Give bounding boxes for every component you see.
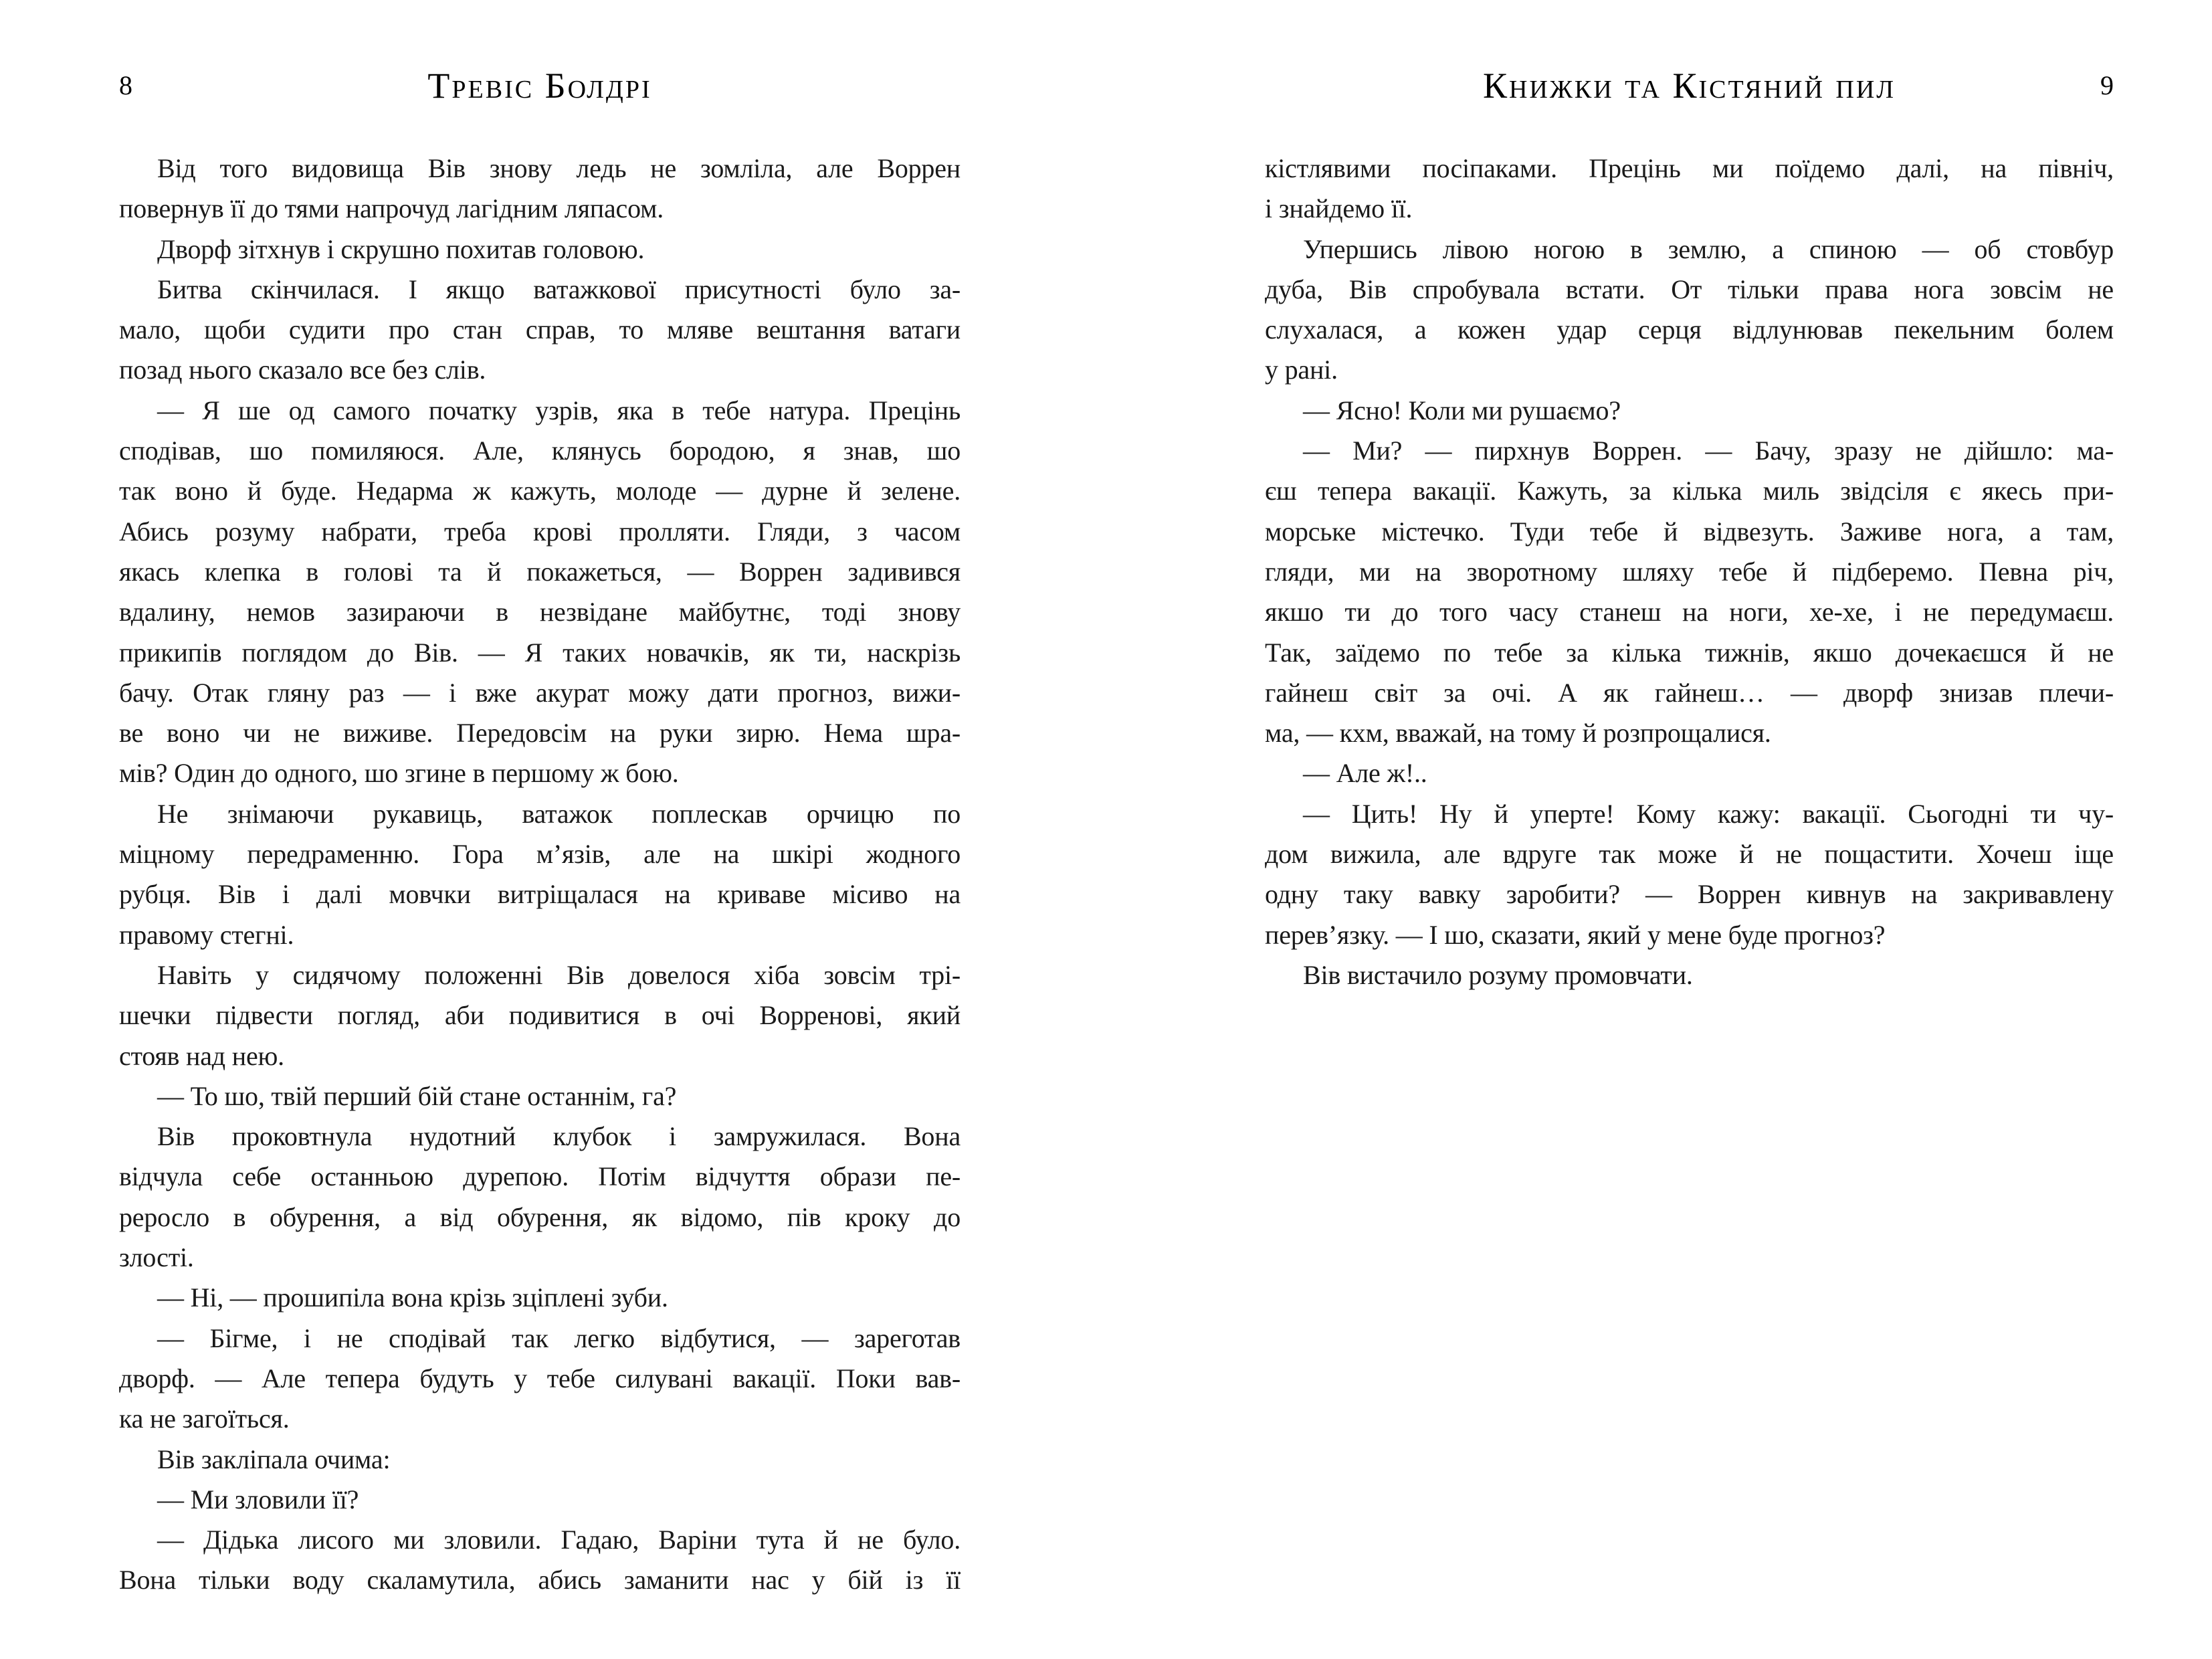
text-line: — Цить! Ну й уперте! Кому кажу: вакації. Сьогодні ти чу- bbox=[1303, 798, 2114, 829]
paragraph bbox=[119, 1116, 961, 1278]
paragraph bbox=[119, 1278, 961, 1318]
text-line: — Ні, — прошипіла вона крізь зціплені зуби. bbox=[157, 1282, 668, 1313]
text-line: морське містечко. Туди тебе й відвезуть. Заживе нога, а там, bbox=[1265, 516, 2114, 547]
text-line: мів? Один до одного, шо згине в першому ж бою. bbox=[119, 758, 679, 789]
text-line: гайнеш світ за очі. А як гайнеш… — дворф знизав плечи- bbox=[1265, 677, 2114, 708]
paragraph bbox=[1265, 753, 2114, 793]
text-line: гляди, ми на зворотному шляху тебе й підберемо. Певна річ, bbox=[1265, 556, 2114, 587]
text-line: — Але ж!.. bbox=[1303, 758, 1427, 789]
page-number-right: 9 bbox=[2100, 70, 2114, 100]
text-line: відчула себе останньою дурепою. Потім відчуття образи пе- bbox=[119, 1161, 961, 1192]
text-line: перев’язку. — І шо, сказати, який у мене буде прогноз? bbox=[1265, 919, 1886, 950]
text-line: вдалину, немов зазираючи в незвідане майбутнє, тоді знову bbox=[119, 597, 961, 627]
running-head-author: Тревіс Болдрі bbox=[427, 66, 652, 106]
page-number-left: 8 bbox=[119, 70, 132, 100]
text-line: слухалася, а кожен удар серця відлунював пекельним болем bbox=[1265, 314, 2114, 345]
text-line: бачу. Отак гляну раз — і вже акурат можу дати прогноз, вижи- bbox=[119, 677, 961, 708]
text-line: злості. bbox=[119, 1242, 194, 1273]
text-line: і знайдемо її. bbox=[1265, 193, 1413, 224]
text-column-right bbox=[1265, 149, 2114, 995]
text-line: дом вижила, але вдруге так може й не пощастити. Хочеш іще bbox=[1265, 839, 2114, 870]
text-line: так воно й буде. Недарма ж кажуть, молоде — дурне й зелене. bbox=[119, 476, 961, 506]
paragraph bbox=[119, 955, 961, 1076]
text-line: правому стегні. bbox=[119, 919, 294, 950]
running-head-title: Книжки та Кістяний пил bbox=[1482, 66, 1896, 106]
paragraph bbox=[119, 270, 961, 391]
page-right bbox=[1106, 0, 2212, 1659]
text-line: Битва скінчилася. І якщо ватажкової присутності було за- bbox=[157, 274, 961, 304]
paragraph bbox=[1265, 955, 2114, 995]
text-line: — Бігме, і не сподівай так легко відбутися, — зареготав bbox=[157, 1323, 961, 1353]
text-line: — Ми? — пирхнув Воррен. — Бачу, зразу не дійшло: ма- bbox=[1303, 435, 2114, 466]
paragraph bbox=[1265, 431, 2114, 753]
text-line: ма, — кхм, вважай, на тому й розпрощалися. bbox=[1265, 718, 1771, 749]
text-line: — То шо, твій перший бій стане останнім, га? bbox=[157, 1080, 677, 1111]
text-line: стояв над нею. bbox=[119, 1040, 284, 1071]
paragraph bbox=[119, 229, 961, 270]
text-line: одну таку вавку заробити? — Воррен кивнув на закривавлену bbox=[1265, 879, 2114, 910]
text-line: шечки підвести погляд, аби подивитися в очі Ворренові, який bbox=[119, 1000, 961, 1031]
text-line: позад нього сказало все без слів. bbox=[119, 355, 486, 385]
text-line: ве воно чи не виживе. Передовсім на руки зирю. Нема шра- bbox=[119, 718, 961, 749]
text-line: — Дідька лисого ми зловили. Гадаю, Варіни тута й не було. bbox=[157, 1525, 961, 1555]
text-line: сподівав, шо помиляюся. Але, клянусь бородою, я знав, шо bbox=[119, 435, 961, 466]
text-line: Вів закліпала очима: bbox=[157, 1444, 391, 1474]
paragraph bbox=[119, 1520, 961, 1601]
text-line: Дворф зітхнув і скрушно похитав головою. bbox=[157, 233, 645, 264]
page-header-right bbox=[1265, 64, 2114, 107]
text-line: дворф. — Але тепера будуть у тебе силувані вакації. Поки вав- bbox=[119, 1363, 961, 1393]
text-line: Не знімаючи рукавиць, ватажок поплескав орчицю по bbox=[157, 798, 961, 829]
text-line: міцному передраменню. Гора м’язів, але на шкірі жодного bbox=[119, 839, 961, 870]
paragraph bbox=[119, 391, 961, 794]
paragraph bbox=[119, 794, 961, 955]
text-line: Так, заїдемо по тебе за кілька тижнів, якшо дочекаєшся й не bbox=[1265, 637, 2114, 668]
paragraph bbox=[119, 149, 961, 229]
text-line: — Я ше од самого початку узрів, яка в тебе натура. Прецінь bbox=[157, 395, 961, 425]
text-column-left bbox=[119, 149, 961, 1601]
paragraph bbox=[1265, 229, 2114, 391]
paragraph bbox=[119, 1440, 961, 1480]
text-line: Вів вистачило розуму промовчати. bbox=[1303, 959, 1693, 990]
text-line: рубця. Вів і далі мовчки витріщалася на криваве місиво на bbox=[119, 879, 961, 910]
text-line: у рані. bbox=[1265, 355, 1338, 385]
text-line: Від того видовища Вів знову ледь не зомліла, але Воррен bbox=[157, 153, 961, 183]
text-line: повернув її до тями напрочуд лагідним ляпасом. bbox=[119, 193, 664, 224]
page-header-left bbox=[119, 64, 961, 107]
text-line: якшо ти до того часу станеш на ноги, хе-хе, і не передумаєш. bbox=[1265, 597, 2114, 627]
paragraph bbox=[1265, 794, 2114, 955]
paragraph bbox=[119, 1319, 961, 1440]
text-line: реросло в обурення, а від обурення, як відомо, пів кроку до bbox=[119, 1201, 961, 1232]
paragraph bbox=[1265, 149, 2114, 229]
text-line: Упершись лівою ногою в землю, а спиною — об стовбур bbox=[1303, 233, 2114, 264]
text-line: Вів проковтнула нудотний клубок і замружилася. Вона bbox=[157, 1121, 961, 1152]
text-line: ка не загоїться. bbox=[119, 1403, 290, 1434]
paragraph bbox=[1265, 391, 2114, 431]
text-line: єш тепера вакації. Кажуть, за кілька миль звідсіля є якесь при- bbox=[1265, 476, 2114, 506]
text-line: Абись розуму набрати, треба крові пролляти. Гляди, з часом bbox=[119, 516, 961, 547]
paragraph bbox=[119, 1076, 961, 1116]
text-line: — Ясно! Коли ми рушаємо? bbox=[1303, 395, 1621, 425]
text-line: Навіть у сидячому положенні Вів довелося хіба зовсім трі- bbox=[157, 959, 961, 990]
text-line: прикипів поглядом до Вів. — Я таких новачків, як ти, наскрізь bbox=[119, 637, 961, 668]
paragraph bbox=[119, 1480, 961, 1520]
text-line: мало, щоби судити про стан справ, то мляве вештання ватаги bbox=[119, 314, 961, 345]
text-line: кістлявими посіпаками. Прецінь ми поїдемо далі, на північ, bbox=[1265, 153, 2114, 183]
text-line: Вона тільки воду скаламутила, абись заманити нас у бій із її bbox=[119, 1565, 961, 1595]
text-line: якась клепка в голові та й покажеться, — Воррен задивився bbox=[119, 556, 961, 587]
text-line: дуба, Вів спробувала встати. От тільки права нога зовсім не bbox=[1265, 274, 2114, 304]
text-line: — Ми зловили її? bbox=[157, 1484, 359, 1515]
